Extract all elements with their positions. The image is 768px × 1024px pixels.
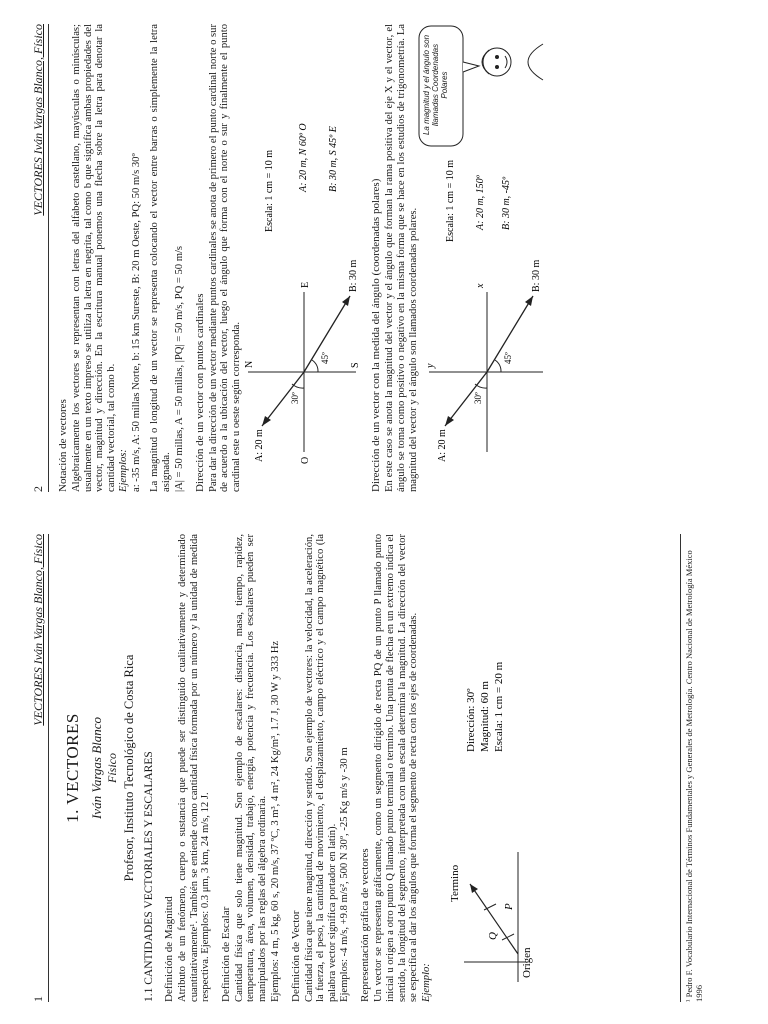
fig-escala: Escala: 1 cm = 20 m <box>492 661 505 752</box>
bubble-text: La magnitud y el ángulo son llamadas Coordenadas Polares <box>422 34 450 136</box>
notacion-examples-label: Ejemplos: <box>118 449 130 492</box>
fig-origen-label: Origen <box>520 947 533 978</box>
rep-title: Representación gráfica de vectores <box>359 848 372 1002</box>
fig2-y: y <box>425 363 437 368</box>
rep-example-label: Ejemplo: <box>420 963 432 1002</box>
magnitud-text: La magnitud o longitud de un vector se representa colocando el vector entre barras o simplemente la letra asignada. <box>149 24 172 492</box>
section-heading: 1.1 CANTIDADES VECTORIALES Y ESCALARES <box>143 751 155 1002</box>
rep-text: Un vector se representa gráficamente, como un segmento dirigido de recta PQ de un punto P llamado punto inicial u origen a otro punto Q llamado punto terminal o termino. Una punta de flecha en un extremo indica el sentido, la longitud del segmento, interpretada con una escala determina la magnitud. La dirección del vector se especifica al dar los ángulos que forma el segmento de recta con los ejes de coordenadas. <box>373 534 420 1002</box>
author-name: Iván Vargas Blanco <box>89 716 104 820</box>
magnitud-examples: |A| = 50 millas, A = 50 millas, |PQ| = 50 m/s, PQ = 50 m/s <box>173 245 185 492</box>
cardinal-text: Para dar la dirección de un vector mediante puntos cardinales se anota de primero el punto cardinal norte o sur de acuerdo a la ubicación del vector, luego el ángulo que forma con el norte o sur y finalmente el punto cardinal este u oeste según corresponda. <box>207 23 242 492</box>
page-2 <box>0 6 768 506</box>
running-header: VECTORES Iván Vargas Blanco, Físico <box>31 534 45 726</box>
fig2-escala: Escala: 1 cm = 10 m <box>445 159 457 242</box>
def-vector-title: Definición de Vector <box>289 910 302 1002</box>
fig1-b: B: 30 m <box>348 259 360 292</box>
fig2-ang2: 45º <box>503 352 514 364</box>
def-magnitud-text: Atributo de un fenómeno, cuerpo o sustancia que puede ser distinguido cualitativamente y determinado cuantitativamente¹. También se entiende como cantidad física formada por un número y la unidad de medida respectiva. Ejemplos: 0.3 μm, 3 km, 24 m/s, 12 J. <box>177 534 212 1002</box>
fig1-ang2: 45º <box>320 352 331 364</box>
page-header <box>26 24 49 492</box>
page-number: 2 <box>31 486 45 492</box>
fig2-x: x <box>475 283 487 288</box>
fig2-a: A: 20 m <box>437 429 449 462</box>
polar-title: Dirección de un vector con la medida del ángulo (coordenadas polares) <box>370 178 383 492</box>
fig1-res-a: A: 20 m, N 60º O <box>298 123 310 192</box>
notacion-title: Notación de vectores <box>57 399 69 492</box>
professor-cartoon <box>482 44 543 80</box>
fig1-ang1: 30º <box>290 392 301 404</box>
def-magnitud-title: Definición de Magnitud <box>163 896 175 1002</box>
fig-q-label: Q <box>486 932 499 940</box>
fig1-o: O <box>300 456 312 464</box>
cardinal-figure <box>242 22 362 492</box>
def-vector-text: Cantidad física que tiene magnitud, dirección y sentido. Son ejemplo de vectores: la velocidad, la aceleración, la fuerza, el peso, la cantidad de movimiento, el desplazamiento, campo eléctrico y el campo magnético (la palabra vector significa portador en latín). <box>303 534 338 1002</box>
fig1-e: E <box>300 281 312 288</box>
cardinal-title: Dirección de un vector con puntos cardinales <box>193 293 206 492</box>
footnote: ¹ Pedro F. Vocabulario Internacional de Términos Fundamentales y Generales de Metrología. Centro Nacional de Metrología México 1996 <box>680 534 704 1002</box>
def-escalar-title: Definición de Escalar <box>219 906 232 1002</box>
def-escalar-text: Cantidad física que solo tiene magnitud. Son ejemplo de escalares: distancia, masa, tiempo, rapidez, temperatura, área, volumen, densidad, trabajo, energía, potencia y frecuencia. Los escalares pueden ser manipulados por las reglas del álgebra ordinaria. <box>233 534 268 1002</box>
def-escalar-examples: Ejemplos: 4 m, 5 kg, 60 s, 20 m/s, 37 ºC, 3 m³, 4 m², 24 Kg/m³, 1.7 J, 30 W y 333 Hz <box>269 640 281 1002</box>
fig1-res-b: B: 30 m, S 45º E <box>328 126 340 192</box>
running-header: VECTORES Iván Vargas Blanco, Físico <box>31 24 45 216</box>
speech-bubble <box>419 26 479 146</box>
fig-p-label: P <box>502 903 515 910</box>
fig-magnitud: Magnitud: 60 m <box>478 681 491 752</box>
page-number: 1 <box>31 996 45 1002</box>
polar-text: En este caso se anota la magnitud del vector y el ángulo que forman la rama positiva del eje X y el vector, el ángulo se toma como positivo o negativo en la misma forma que se hace en los estudios de trigonometría. La magnitud del vector y el ángulo son llamados coordenadas polares. <box>384 24 419 492</box>
def-vector-examples: Ejemplos: -4 m/s, +9.8 m/s², 500 N 30º, -25 Kg m/s y -30 m <box>339 747 351 1002</box>
page-header <box>26 534 49 1002</box>
fig2-res-b: B: 30 m, -45º <box>501 176 513 230</box>
fig1-escala: Escala: 1 cm = 10 m <box>264 149 276 232</box>
polar-figure <box>419 22 549 492</box>
notacion-examples: a: -35 m/s, A: 50 millas Norte, b: 15 km Sureste, B: 20 m Oeste, PQ: 50 m/s 30º <box>131 153 143 492</box>
fig1-n: N <box>244 360 256 368</box>
vector-pq-figure <box>434 542 533 1002</box>
fig2-ang1: 30º <box>473 392 484 404</box>
fig1-s: S <box>350 362 362 368</box>
fig1-a: A: 20 m <box>254 429 266 462</box>
chapter-title: 1. VECTORES <box>63 713 82 823</box>
author-role: Físico <box>105 753 119 783</box>
page-1 <box>0 516 768 1016</box>
fig-termino-label: Termino <box>448 864 461 902</box>
author-institution: Profesor, Instituto Tecnológico de Costa Rica <box>122 654 136 882</box>
notacion-text: Algebraicamente los vectores se representan con letras del alfabeto castellano, mayúsculas o minúsculas; usualmente en un texto impreso se utiliza la letra en negrita, tal como b que significa ambas propiedades del vector, magnitud y dirección. En la escritura manual ponemos una flecha sobre la letra para denotar la cantidad vectorial, tal como b. <box>71 24 117 492</box>
fig2-b: B: 30 m <box>531 259 543 292</box>
fig2-res-a: A: 20 m, 150º <box>475 175 487 230</box>
fig-direccion: Dirección: 30º <box>464 688 477 752</box>
